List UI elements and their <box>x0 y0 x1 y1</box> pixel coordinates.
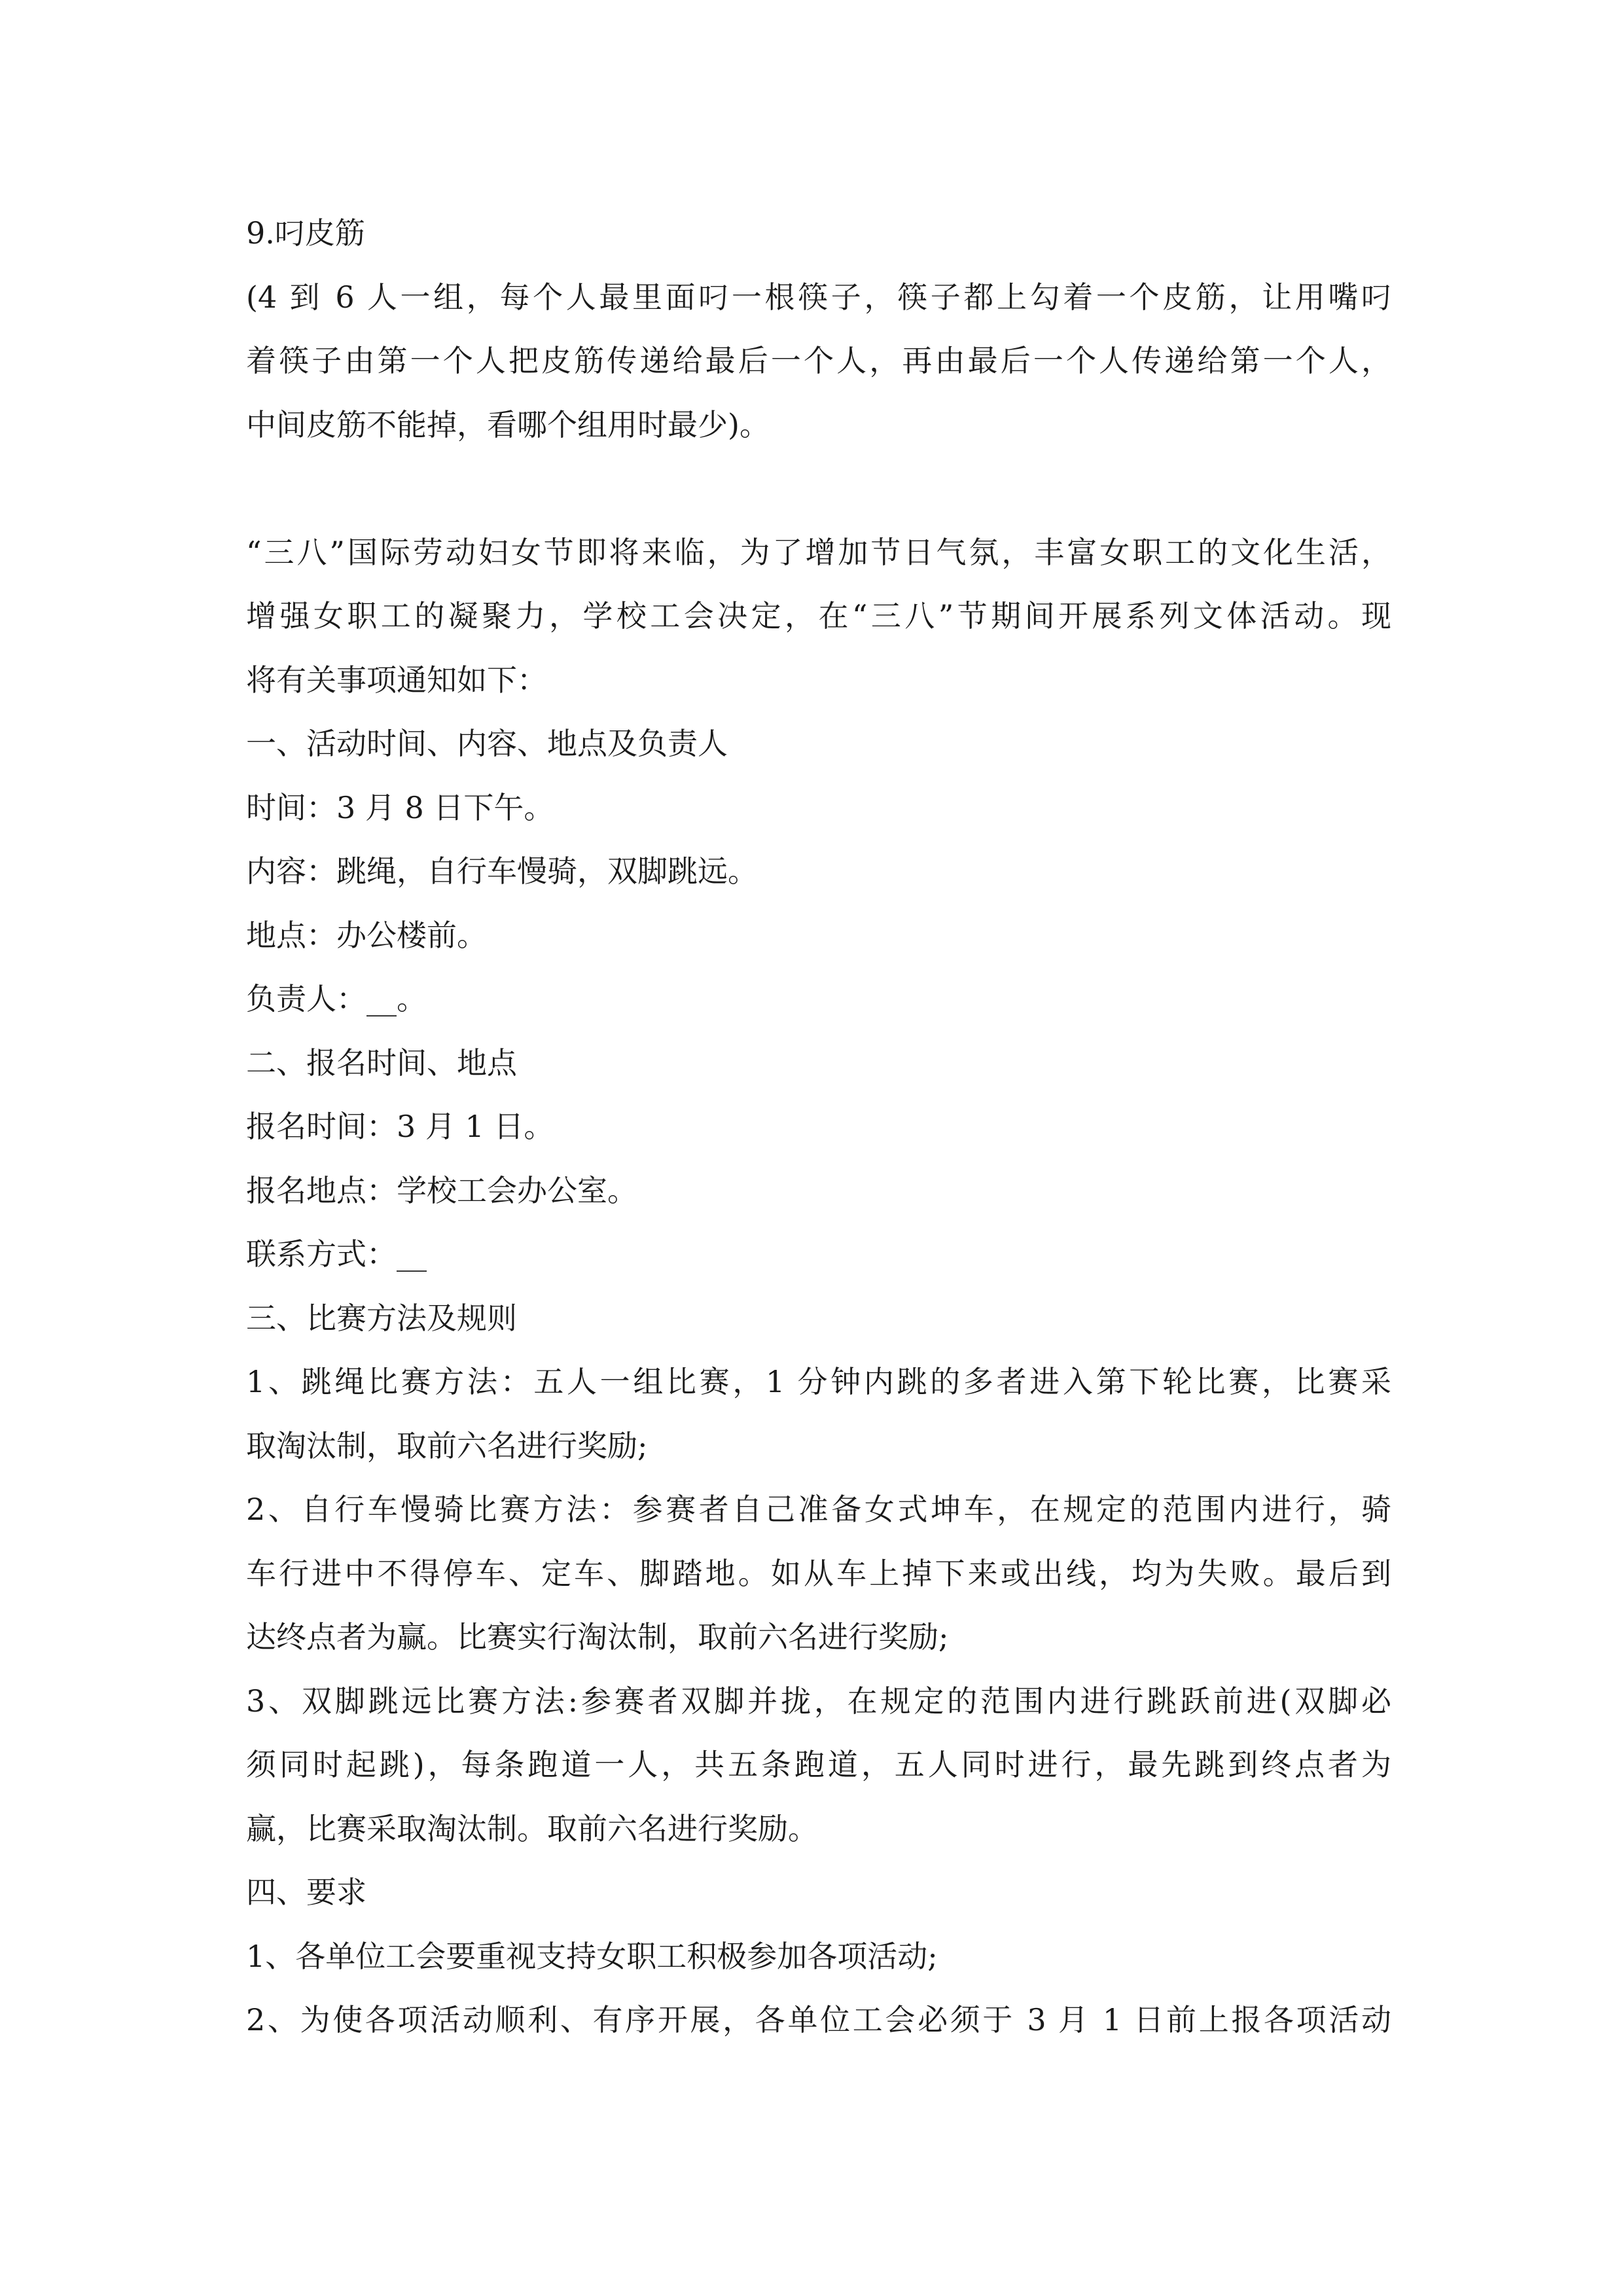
text-line: 须同时起跳)，每条跑道一人，共五条跑道，五人同时进行，最先跳到终点者为 <box>246 1747 1391 1782</box>
text-line: 负责人：__。 <box>246 981 427 1016</box>
text-line: “三八”国际劳动妇女节即将来临，为了增加节日气氛，丰富女职工的文化生活， <box>246 534 1391 570</box>
text-line: 地点：办公楼前。 <box>246 917 487 953</box>
text-line: 9.叼皮筋 <box>246 215 365 251</box>
text-line: 联系方式：__ <box>246 1236 427 1272</box>
text-line: 中间皮筋不能掉，看哪个组用时最少)。 <box>246 406 770 442</box>
text-line: 时间：3 月 8 日下午。 <box>246 789 554 825</box>
text-line: 赢，比赛采取淘汰制。取前六名进行奖励。 <box>246 1810 818 1846</box>
text-line: 1、各单位工会要重视支持女职工积极参加各项活动; <box>246 1938 938 1974</box>
text-line: 2、为使各项活动顺利、有序开展，各单位工会必须于 3 月 1 日前上报各项活动 <box>246 2002 1391 2037</box>
text-line: 着筷子由第一个人把皮筋传递给最后一个人，再由最后一个人传递给第一个人， <box>246 343 1391 378</box>
section-heading: 一、活动时间、内容、地点及负责人 <box>246 726 728 761</box>
text-line: 增强女职工的凝聚力，学校工会决定，在“三八”节期间开展系列文体活动。现 <box>246 598 1391 634</box>
text-line: 达终点者为赢。比赛实行淘汰制，取前六名进行奖励; <box>246 1619 949 1655</box>
text-line: 2、自行车慢骑比赛方法：参赛者自己准备女式坤车，在规定的范围内进行，骑 <box>246 1492 1391 1527</box>
text-line: 将有关事项通知如下： <box>246 662 547 698</box>
text-line: 取淘汰制，取前六名进行奖励; <box>246 1427 648 1463</box>
text-line: 内容：跳绳，自行车慢骑，双脚跳远。 <box>246 853 758 889</box>
text-line: (4 到 6 人一组，每个人最里面叼一根筷子，筷子都上勾着一个皮筋，让用嘴叼 <box>246 279 1391 315</box>
text-line: 1、跳绳比赛方法：五人一组比赛，1 分钟内跳的多者进入第下轮比赛，比赛采 <box>246 1364 1391 1399</box>
document-body <box>246 202 1391 2053</box>
text-line: 报名时间：3 月 1 日。 <box>246 1109 554 1144</box>
blank-line <box>246 457 1391 521</box>
section-heading: 四、要求 <box>246 1874 366 1910</box>
section-heading: 二、报名时间、地点 <box>246 1045 517 1081</box>
text-line: 3、双脚跳远比赛方法:参赛者双脚并拢，在规定的范围内进行跳跃前进(双脚必 <box>246 1683 1391 1719</box>
section-heading: 三、比赛方法及规则 <box>246 1300 517 1336</box>
text-line: 报名地点：学校工会办公室。 <box>246 1172 637 1208</box>
text-line: 车行进中不得停车、定车、脚踏地。如从车上掉下来或出线，均为失败。最后到 <box>246 1555 1391 1591</box>
